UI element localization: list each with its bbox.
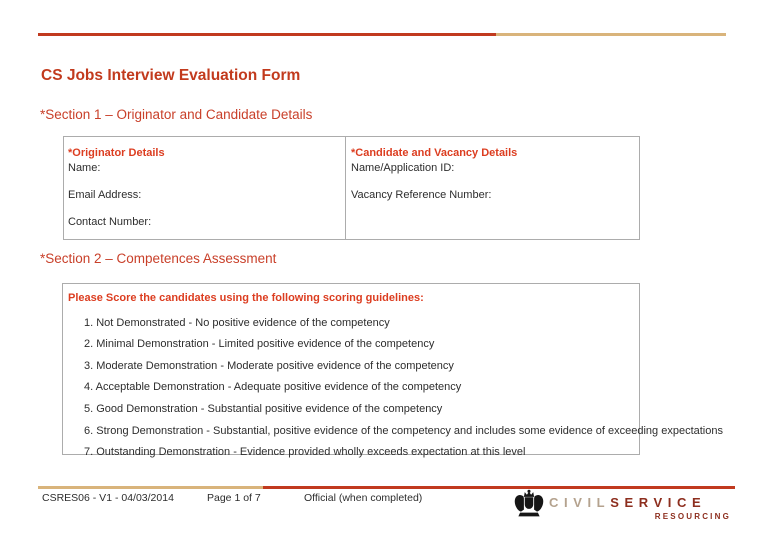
section-2-heading: *Section 2 – Competences Assessment [40,251,277,266]
name-application-id-label: Name/Application ID: [351,162,455,174]
originator-details-header: *Originator Details [68,147,165,159]
vacancy-reference-number-label: Vacancy Reference Number: [351,189,492,201]
contact-number-label: Contact Number: [68,216,152,228]
scoring-guideline-item: 5. Good Demonstration - Substantial positive evidence of the competency [84,402,443,415]
classification-label: Official (when completed) [304,492,423,504]
header-rule [38,33,726,36]
logo-wordmark [549,487,733,521]
logo-resourcing-text: RESOURCING [654,512,731,521]
logo-service-text: SERVICE [610,495,707,510]
logo-civilservice-line [549,496,733,509]
scoring-guidelines-box [62,283,723,459]
originator-details-cell [64,137,346,239]
scoring-guidelines-list [84,307,723,459]
document-title: CS Jobs Interview Evaluation Form [41,67,301,84]
scoring-guideline-item: 7. Outstanding Demonstration - Evidence provided wholly exceeds expectation at this level [84,446,526,459]
candidate-vacancy-details-cell [346,137,639,239]
footer-rule-tan-segment [38,486,263,489]
scoring-guideline-item: 2. Minimal Demonstration - Limited positive evidence of the competency [84,338,435,351]
royal-crest-icon [512,488,546,521]
document-reference: CSRES06 - V1 - 04/03/2014 [42,492,174,504]
scoring-guideline-item: 4. Acceptable Demonstration - Adequate positive evidence of the competency [84,381,462,394]
civil-service-resourcing-logo [512,487,733,521]
scoring-guideline-item: 3. Moderate Demonstration - Moderate positive evidence of the competency [84,359,454,372]
originator-candidate-details-box [63,136,640,240]
section-1-heading: *Section 1 – Originator and Candidate Details [40,107,313,122]
scoring-guideline-item: 6. Strong Demonstration - Substantial, positive evidence of the competency and includes some evidence of exceeding expectations [84,424,723,437]
scoring-guideline-item: 1. Not Demonstrated - No positive evidence of the competency [84,316,390,329]
name-label: Name: [68,162,101,174]
header-rule-red-segment [38,33,496,36]
scoring-guidelines-header: Please Score the candidates using the following scoring guidelines: [68,292,424,304]
email-address-label: Email Address: [68,189,142,201]
logo-civil-text: CIVIL [549,495,611,510]
page-number: Page 1 of 7 [207,492,261,504]
header-rule-tan-segment [496,33,726,36]
candidate-vacancy-details-header: *Candidate and Vacancy Details [351,147,518,159]
